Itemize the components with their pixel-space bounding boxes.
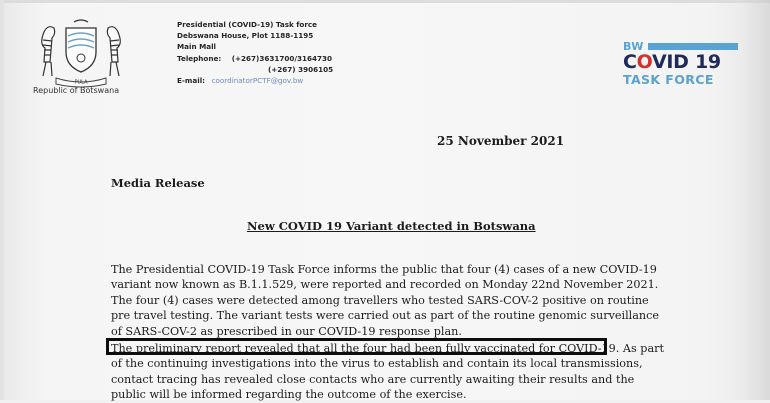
covid-task-force-logo [617, 40, 747, 88]
email-link[interactable]: coordinatorPCTF@gov.bw [211, 76, 304, 86]
paragraph-line: The four (4) cases were detected among travellers who tested SARS-COV-2 positive on routine [111, 293, 649, 307]
coat-of-arms-icon [26, 18, 136, 88]
paragraph-line: contact tracing has revealed close contacts who are currently awaiting their results and the [111, 372, 635, 386]
headline: New COVID 19 Variant detected in Botswana [247, 219, 536, 233]
org-name: Presidential (COVID-19) Task force [177, 20, 317, 29]
telephone-row [177, 53, 377, 64]
svg-text:PULA: PULA [74, 79, 88, 86]
telephone-number-2: (+267) 3906105 [268, 64, 334, 74]
email-label: E-mail: [177, 76, 206, 86]
logo-bw-text: BW [623, 40, 644, 53]
logo-covid-text [623, 51, 721, 73]
email-row [177, 75, 377, 86]
page-edge-left [0, 0, 4, 400]
paragraph-line: pre travel testing. The variant tests were carried out as part of the routine genomic surveillance [111, 309, 660, 323]
paragraph-line: of SARS-COV-2 as prescribed in our COVID-19 response plan. [111, 324, 462, 338]
paragraph-line: of the continuing investigations into the virus to establish and contain its local transmissions, [111, 357, 643, 371]
logo-covid-rest: VID 19 [652, 51, 721, 73]
logo-bar [648, 43, 738, 50]
paragraph-1 [111, 262, 660, 339]
paragraph-line: The preliminary report revealed that all the four had been fully vaccinated for COVID-19. As part [111, 342, 664, 355]
address-line-2: Main Mall [177, 42, 217, 52]
country-name: Republic of Botswana [33, 86, 120, 95]
logo-task-force-text: TASK FORCE [623, 72, 714, 87]
page-shadow [740, 0, 770, 400]
page-edge-top [0, 0, 770, 3]
telephone-label: Telephone: [177, 53, 222, 63]
logo-virus-o: O [636, 51, 652, 73]
document-type: Media Release [111, 176, 205, 190]
paragraph-line: public will be informed regarding the outcome of the exercise. [111, 388, 467, 402]
paragraph-line: variant now known as B.1.1.529, were reported and recorded on Monday 22nd November 2021. [111, 278, 659, 292]
contact-block [177, 19, 377, 86]
address-line-1: Debswana House, Plot 1188-1195 [177, 31, 314, 41]
telephone-number-1: (+267)3631700/3164730 [231, 53, 332, 63]
highlight-box [106, 338, 607, 355]
logo-covid-c: C [623, 51, 637, 73]
paragraph-line: The Presidential COVID-19 Task Force informs the public that four (4) cases of a new COVID-19 [111, 263, 657, 276]
release-date: 25 November 2021 [437, 134, 565, 148]
